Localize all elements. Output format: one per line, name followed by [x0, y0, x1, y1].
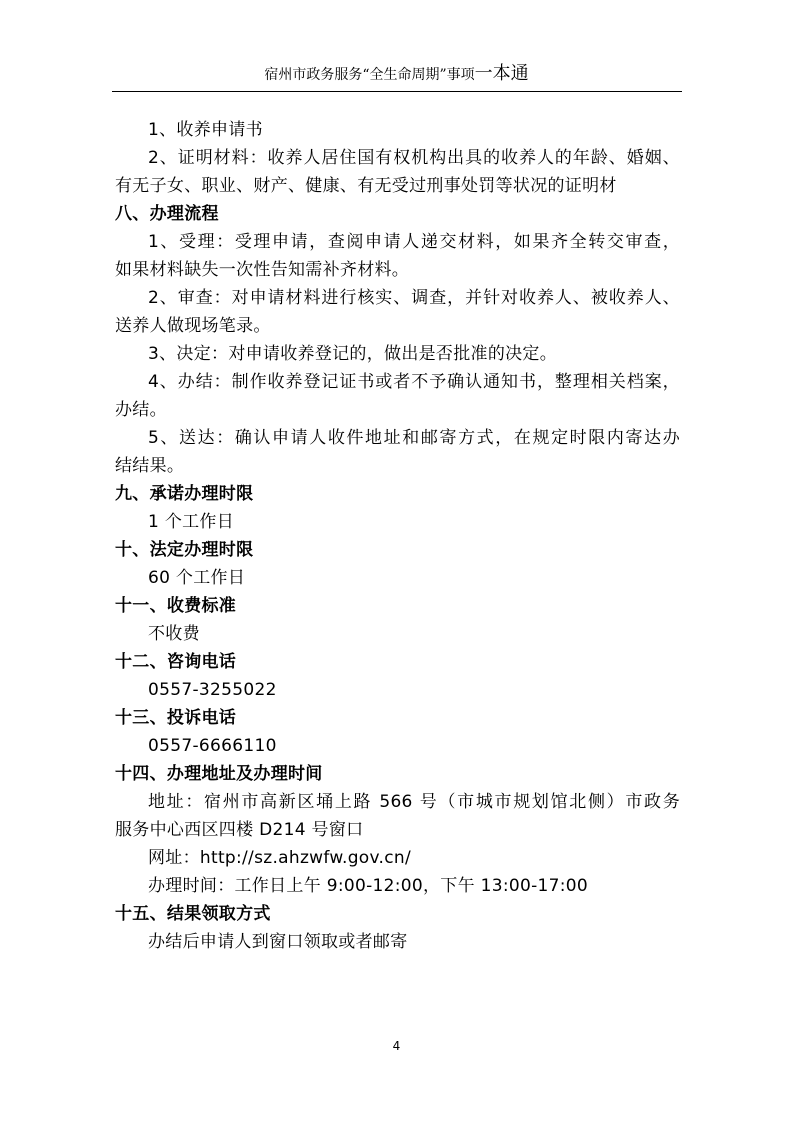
- process-step-4-line-2: 办结。: [115, 400, 167, 420]
- process-step-5-line-2: 结结果。: [115, 456, 185, 476]
- section-heading-complaint-phone: 十三、投诉电话: [115, 708, 237, 728]
- address-line-1: 地址：宿州市高新区埇上路 566 号（市城市规划馆北侧）市政务: [148, 792, 680, 812]
- section-heading-pickup: 十五、结果领取方式: [115, 904, 271, 924]
- document-body: [115, 116, 680, 956]
- section-heading-consult-phone: 十二、咨询电话: [115, 652, 237, 672]
- page-header: [0, 62, 793, 87]
- process-step-1-line-1: 1、受理：受理申请，查阅申请人递交材料，如果齐全转交审查，: [148, 232, 680, 252]
- page-number: 4: [392, 1039, 401, 1053]
- section-heading-fee: 十一、收费标准: [115, 596, 237, 616]
- header-title-main: 宿州市政务服务“全生命周期”事项: [264, 67, 475, 83]
- fee-value: 不收费: [148, 624, 200, 644]
- process-step-2-line-2: 送养人做现场笔录。: [115, 316, 271, 336]
- process-step-2-line-1: 2、审查：对申请材料进行核实、调查，并针对收养人、被收养人、: [148, 288, 680, 308]
- process-step-1-line-2: 如果材料缺失一次性告知需补齐材料。: [115, 260, 410, 280]
- material-item-1: 1、收养申请书: [148, 120, 263, 140]
- material-item-2-line-2: 有无子女、职业、财产、健康、有无受过刑事处罚等状况的证明材: [115, 176, 617, 196]
- header-rule: [112, 91, 682, 92]
- consult-phone-value: 0557-3255022: [148, 680, 277, 700]
- process-step-5-line-1: 5、送达：确认申请人收件地址和邮寄方式，在规定时限内寄达办: [148, 428, 680, 448]
- pickup-value: 办结后申请人到窗口领取或者邮寄: [148, 932, 408, 952]
- process-step-3-line-1: 3、决定：对申请收养登记的，做出是否批准的决定。: [148, 344, 558, 364]
- section-heading-process: 八、办理流程: [115, 204, 219, 224]
- complaint-phone-value: 0557-6666110: [148, 736, 277, 756]
- office-hours-line: 办理时间：工作日上午 9:00-12:00，下午 13:00-17:00: [148, 876, 589, 896]
- material-item-2-line-1: 2、证明材料：收养人居住国有权机构出具的收养人的年龄、婚姻、: [148, 148, 680, 168]
- website-line: 网址：http://sz.ahzwfw.gov.cn/: [148, 848, 411, 868]
- header-title-suffix: 一本通: [474, 63, 529, 84]
- process-step-4-line-1: 4、办结：制作收养登记证书或者不予确认通知书，整理相关档案，: [148, 372, 680, 392]
- section-heading-legal-time: 十、法定办理时限: [115, 540, 254, 560]
- address-line-2: 服务中心西区四楼 D214 号窗口: [115, 820, 364, 840]
- legal-time-value: 60 个工作日: [148, 568, 246, 588]
- promised-time-value: 1 个工作日: [148, 512, 235, 532]
- section-heading-address-hours: 十四、办理地址及办理时间: [115, 764, 323, 784]
- section-heading-promised-time: 九、承诺办理时限: [115, 484, 254, 504]
